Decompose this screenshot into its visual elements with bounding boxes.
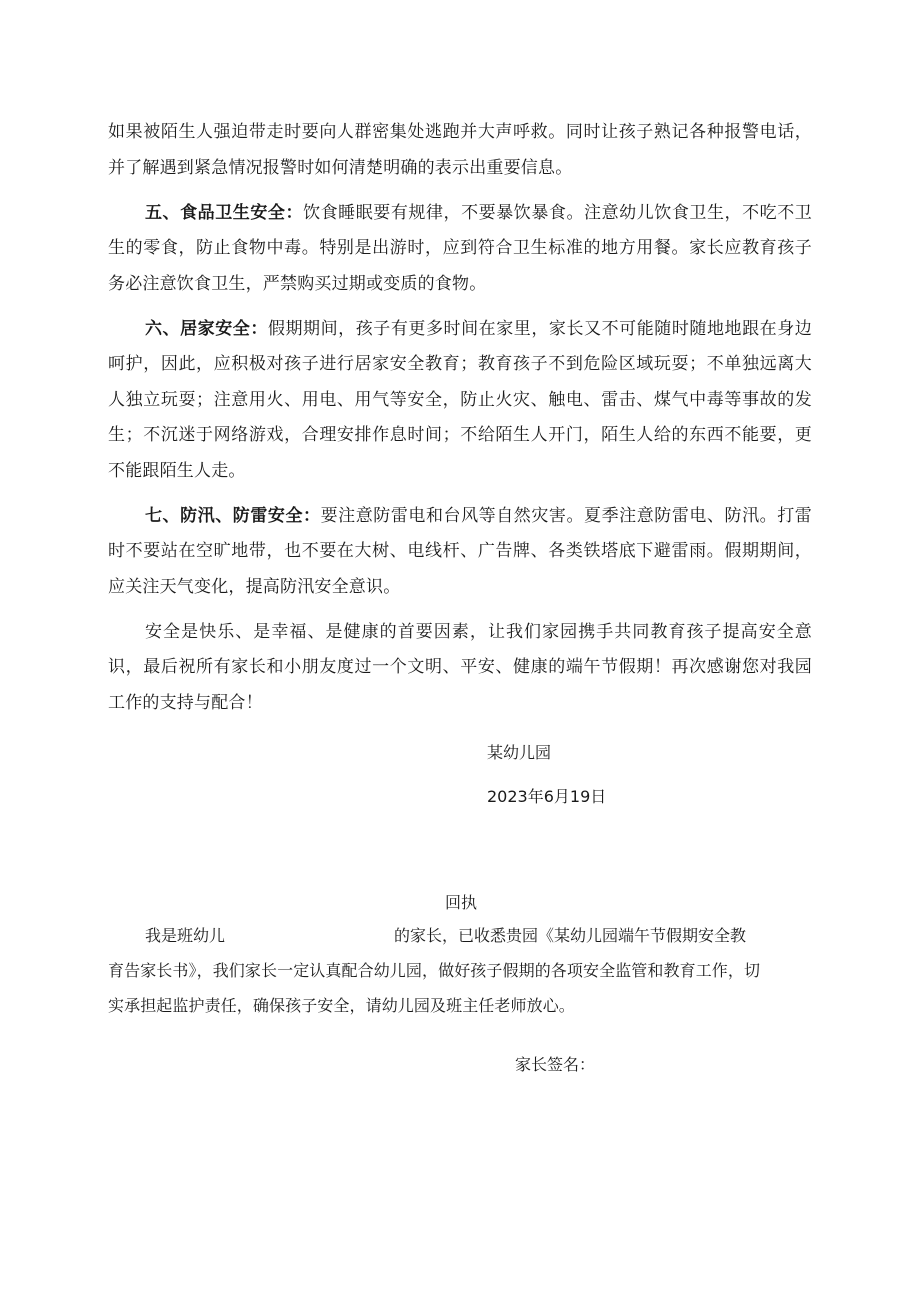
section-heading: 六、居家安全：	[145, 318, 268, 339]
receipt-body	[108, 918, 812, 1023]
receipt-line: 育告家长书》，我们家长一定认真配合幼儿园，做好孩子假期的各项安全监管和教育工作，切	[108, 961, 761, 980]
signature-date: 2023年6月19日	[487, 787, 607, 806]
receipt-line1-part2: 的家长，已收悉贵园《某幼儿园端午节假期安全教	[394, 926, 747, 945]
receipt-line	[108, 918, 812, 953]
paragraph-food-safety	[108, 196, 812, 303]
letter-body	[108, 115, 812, 731]
paragraph-text: 如果被陌生人强迫带走时要向人群密集处逃跑并大声呼救。同时让孩子熟记各种报警电话，并了解遇到紧急情况报警时如何清楚明确的表示出重要信息。	[108, 122, 812, 178]
section-heading: 五、食品卫生安全：	[145, 202, 304, 223]
paragraph-text: 安全是快乐、是幸福、是健康的首要因素，让我们家园携手共同教育孩子提高安全意识，最后祝所有家长和小朋友度过一个文明、平安、健康的端午节假期！再次感谢您对我园工作的支持与配合！	[108, 621, 812, 713]
paragraph-flood-lightning-safety	[108, 499, 812, 606]
parent-signature-label: 家长签名：	[515, 1055, 596, 1074]
paragraph-emergency-contacts	[108, 115, 812, 186]
receipt-line: 实承担起监护责任，确保孩子安全，请幼儿园及班主任老师放心。	[108, 996, 575, 1015]
receipt-title: 回执	[445, 893, 478, 912]
paragraph-text: 要注意防雷电和台风等自然灾害。夏季注意防雷电、防汛。打雷时不要站在空旷地带，也不要在大树、电线杆、广告牌、各类铁塔底下避雷雨。假期期间，应关注天气变化，提高防汛安全意识。	[108, 505, 812, 597]
paragraph-text: 假期期间，孩子有更多时间在家里，家长又不可能随时随地地跟在身边呵护，因此，应积极对孩子进行居家安全教育；教育孩子不到危险区域玩耍；不单独远离大人独立玩耍；注意用火、用电、用气等安全，防止火灾、触电、雷击、煤气中毒等事故的发生；不沉迷于网络游戏，合理安排作息时间；不给陌生人开门，陌生人给的东西不能要，更不能跟陌生人走。	[108, 318, 812, 481]
receipt-line1-part1: 我是班幼儿	[145, 926, 226, 945]
paragraph-closing	[108, 615, 812, 722]
paragraph-home-safety	[108, 312, 812, 490]
section-heading: 七、防汛、防雷安全：	[145, 505, 321, 526]
paragraph-text: 饮食睡眠要有规律，不要暴饮暴食。注意幼儿饮食卫生，不吃不卫生的零食，防止食物中毒。特别是出游时，应到符合卫生标准的地方用餐。家长应教育孩子务必注意饮食卫生，严禁购买过期或变质的食物。	[108, 202, 812, 294]
signature-org: 某幼儿园	[487, 743, 552, 762]
